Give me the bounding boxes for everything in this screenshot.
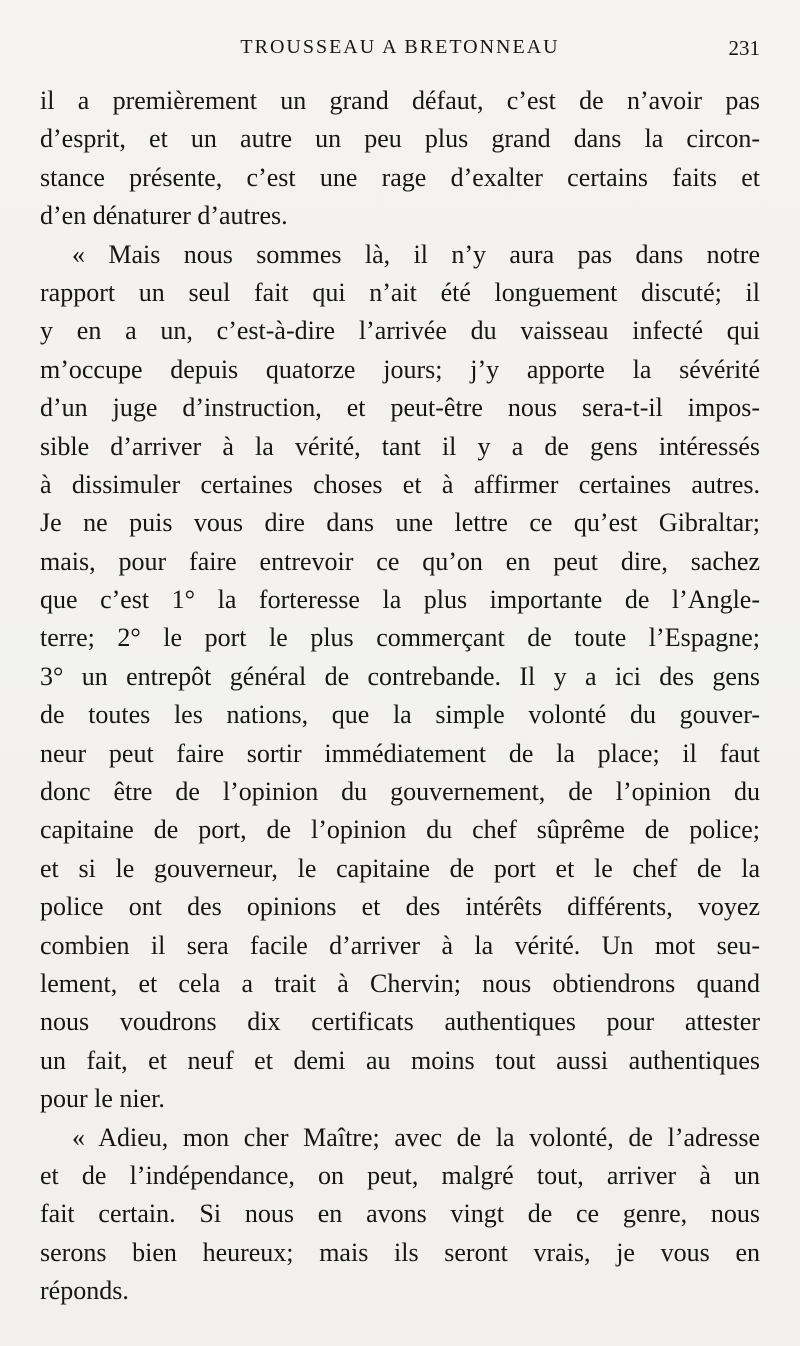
text-line: réponds. bbox=[40, 1276, 129, 1306]
text-line: « Mais nous sommes là, il n’y aura pas dans notre bbox=[72, 239, 760, 269]
text-line: et si le gouverneur, le capitaine de port et le chef de la bbox=[40, 853, 760, 883]
text-line: de toutes les nations, que la simple volonté du gouver- bbox=[40, 700, 760, 730]
text-line: donc être de l’opinion du gouvernement, de l’opinion du bbox=[40, 777, 760, 807]
text-line: « Adieu, mon cher Maître; avec de la volonté, de l’adresse bbox=[72, 1122, 760, 1152]
text-line: à dissimuler certaines choses et à affirmer certaines autres. bbox=[40, 469, 760, 499]
paragraph-3 bbox=[40, 1119, 760, 1311]
text-line: d’esprit, et un autre un peu plus grand dans la circon- bbox=[40, 124, 760, 154]
text-line: 3° un entrepôt général de contrebande. Il y a ici des gens bbox=[40, 661, 760, 691]
text-line: fait certain. Si nous en avons vingt de ce genre, nous bbox=[40, 1199, 760, 1229]
text-line: police ont des opinions et des intérêts différents, voyez bbox=[40, 892, 760, 922]
text-line: et de l’indépendance, on peut, malgré tout, arriver à un bbox=[40, 1160, 760, 1190]
text-line: pour le nier. bbox=[40, 1084, 165, 1114]
text-line: stance présente, c’est une rage d’exalter certains faits et bbox=[40, 162, 760, 192]
text-line: serons bien heureux; mais ils seront vrais, je vous en bbox=[40, 1237, 760, 1267]
text-line: mais, pour faire entrevoir ce qu’on en peut dire, sachez bbox=[40, 546, 760, 576]
running-header bbox=[40, 36, 760, 64]
text-line: sible d’arriver à la vérité, tant il y a de gens intéressés bbox=[40, 431, 760, 461]
text-line: nous voudrons dix certificats authentiques pour attester bbox=[40, 1007, 760, 1037]
page-number: 231 bbox=[728, 36, 760, 60]
text-line: il a premièrement un grand défaut, c’est de n’avoir pas bbox=[40, 86, 760, 115]
text-line: d’un juge d’instruction, et peut-être nous sera-t-il impos- bbox=[40, 393, 760, 423]
text-line: que c’est 1° la forteresse la plus importante de l’Angle- bbox=[40, 585, 760, 615]
paragraph-2 bbox=[40, 236, 760, 1119]
text-line: un fait, et neuf et demi au moins tout aussi authentiques bbox=[40, 1045, 760, 1075]
text-line: neur peut faire sortir immédiatement de la place; il faut bbox=[40, 738, 760, 768]
text-line: y en a un, c’est-à-dire l’arrivée du vaisseau infecté qui bbox=[40, 316, 760, 346]
text-line: terre; 2° le port le plus commerçant de toute l’Espagne; bbox=[40, 623, 760, 653]
text-line: capitaine de port, de l’opinion du chef sûprême de police; bbox=[40, 815, 760, 845]
text-line: m’occupe depuis quatorze jours; j’y apporte la sévérité bbox=[40, 354, 760, 384]
paragraph-1 bbox=[40, 82, 760, 236]
text-line: d’en dénaturer d’autres. bbox=[40, 201, 288, 231]
text-line: combien il sera facile d’arriver à la vérité. Un mot seu- bbox=[40, 930, 760, 960]
body-text bbox=[40, 82, 760, 1311]
running-title: TROUSSEAU A BRETONNEAU bbox=[240, 36, 560, 58]
text-line: Je ne puis vous dire dans une lettre ce qu’est Gibraltar; bbox=[40, 508, 760, 538]
text-line: lement, et cela a trait à Chervin; nous obtiendrons quand bbox=[40, 968, 760, 998]
text-line: rapport un seul fait qui n’ait été longuement discuté; il bbox=[40, 277, 760, 307]
